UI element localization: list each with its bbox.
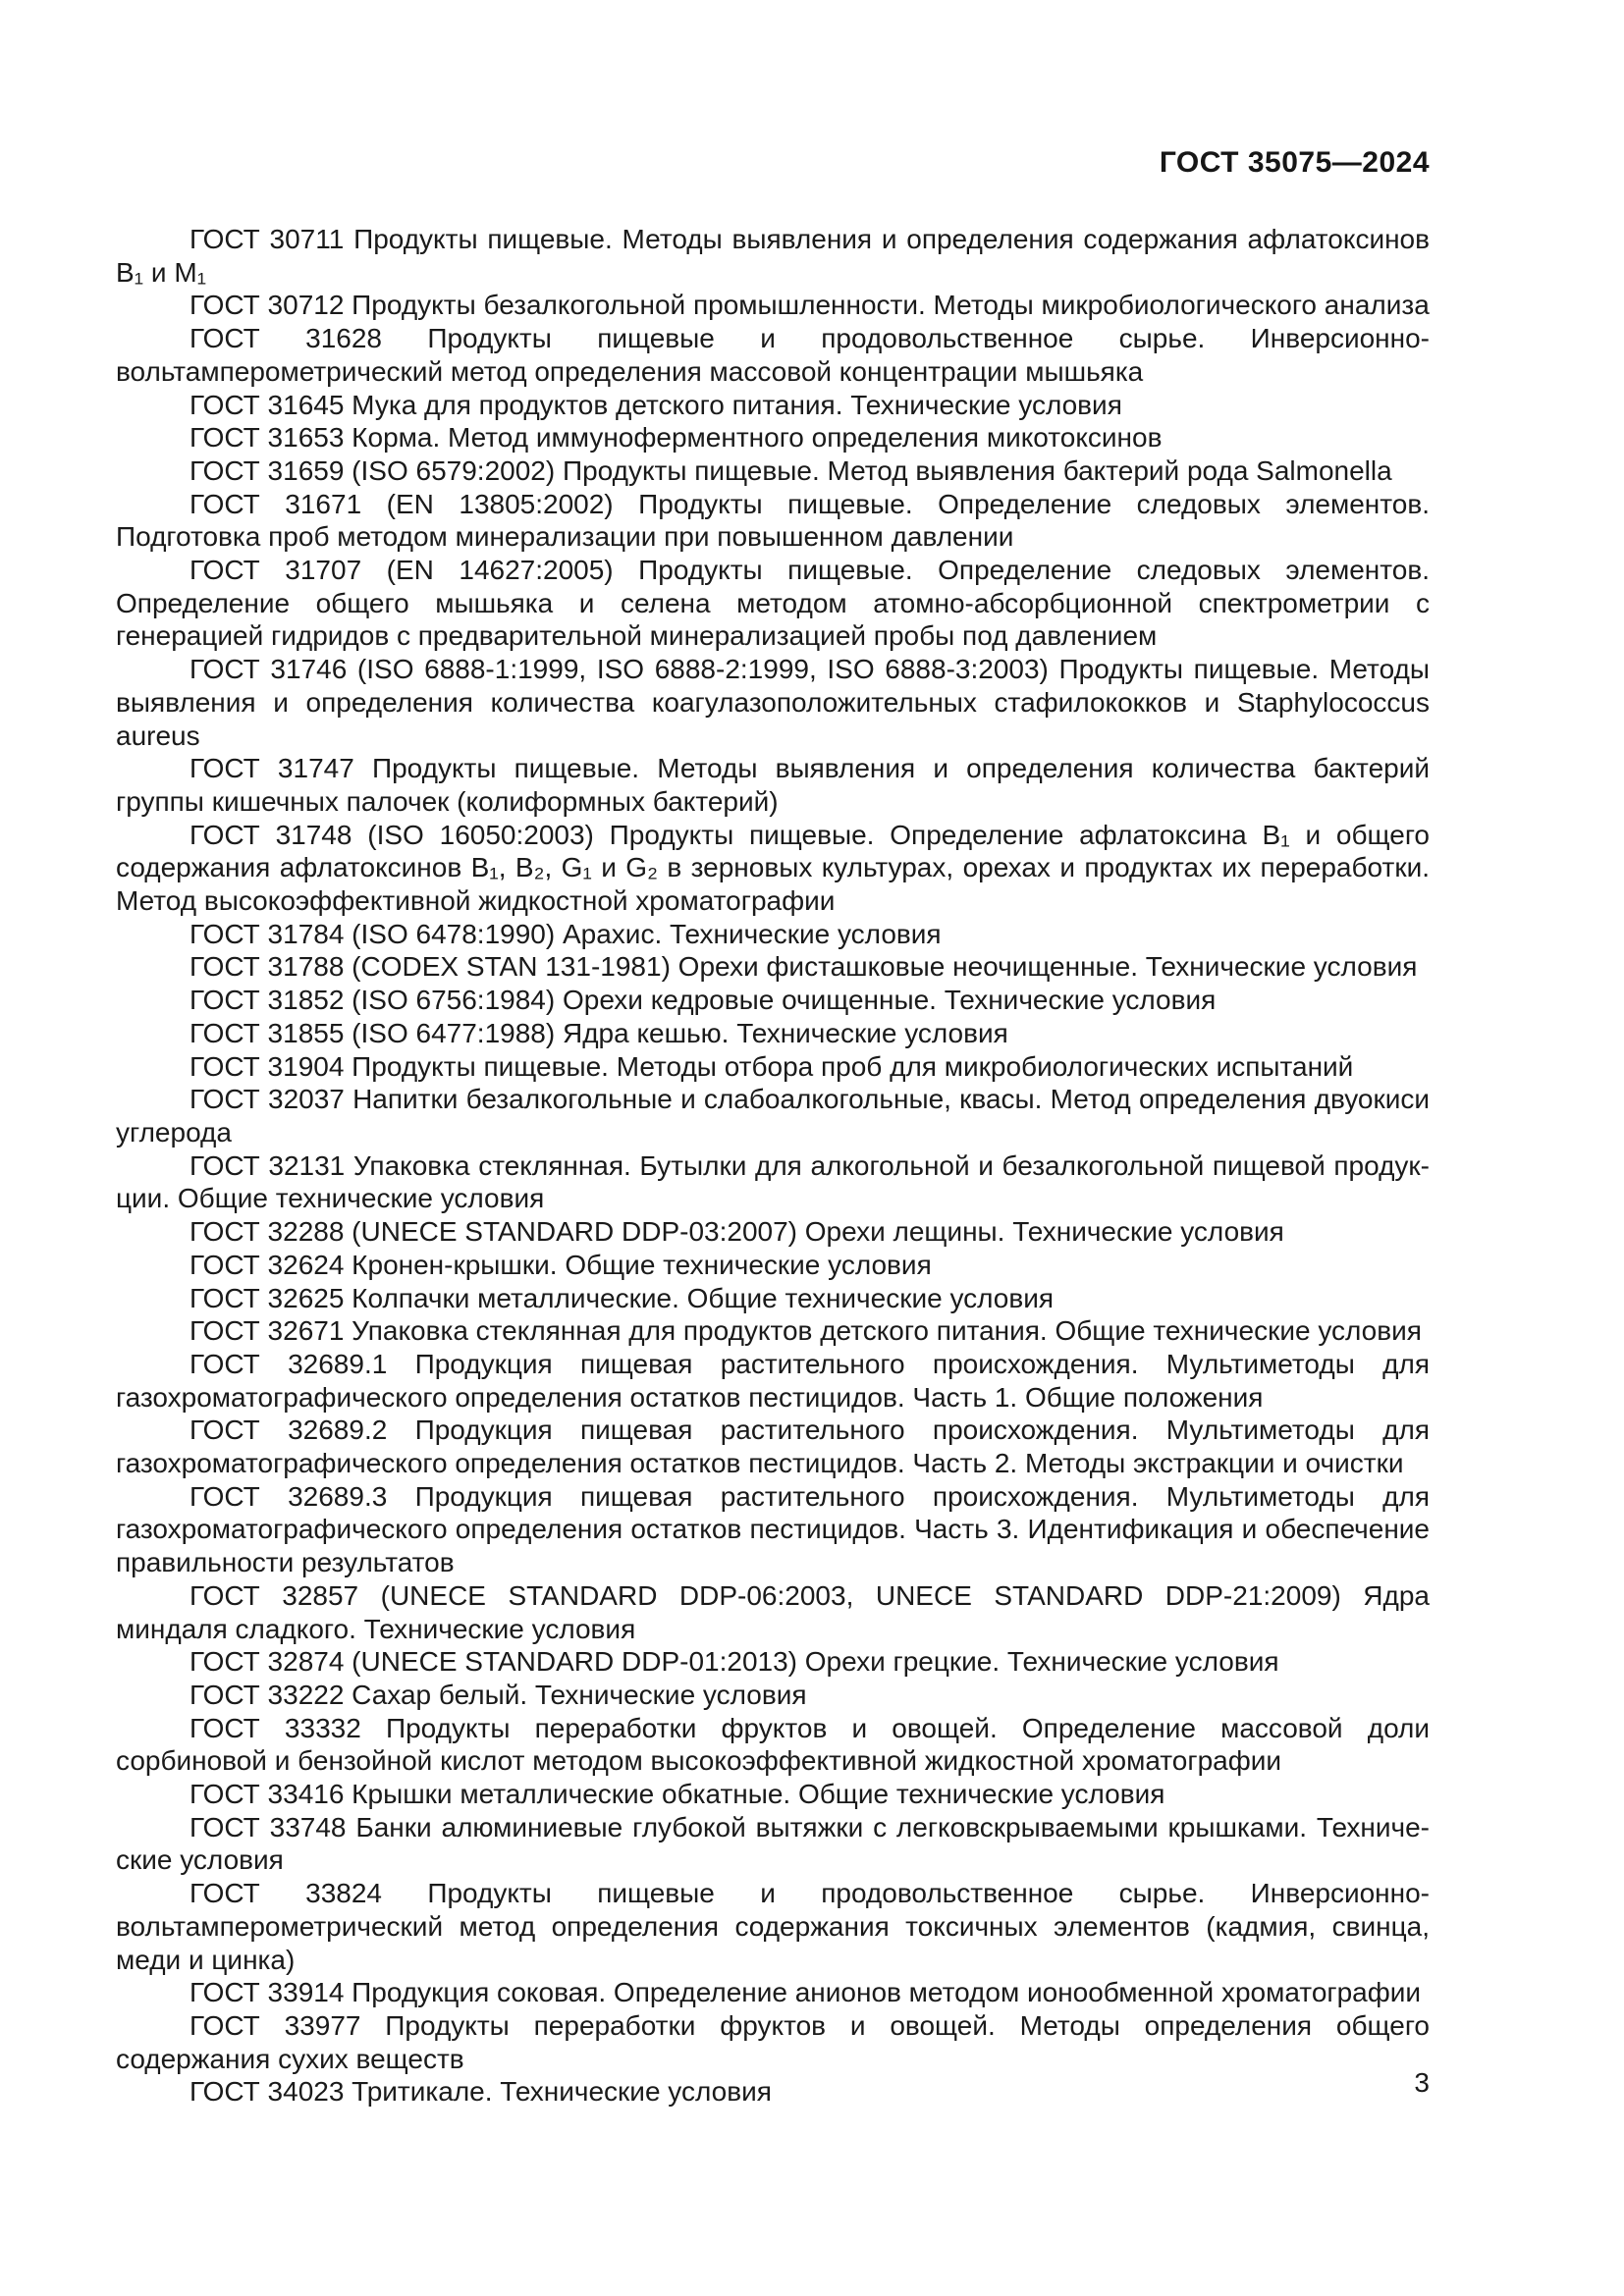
reference-item: ГОСТ 31904 Продукты пищевые. Методы отбора проб для микробиологических испытаний [189, 1050, 1354, 1082]
reference-item: ГОСТ 31852 (ISO 6756:1984) Орехи кедровые очищенные. Технические условия [189, 985, 1217, 1016]
reference-item: ГОСТ 31788 (CODEX STAN 131-1981) Орехи фисташковые неочищенные. Технические условия [189, 951, 1418, 983]
reference-item: ГОСТ 32689.1 Продукция пищевая растительного происхождения. Мультиметоды для газохроматографического определения остатков пестицидов. Часть 1. Общие положения [116, 1348, 1430, 1413]
reference-item: ГОСТ 32037 Напитки безалкогольные и слабоалкогольные, квасы. Метод определения двуокиси углерода [116, 1084, 1430, 1148]
reference-item: ГОСТ 31747 Продукты пищевые. Методы выявления и определения количества бактерий группы кишечных палочек (колиформных бактерий) [116, 753, 1430, 817]
reference-item: ГОСТ 32288 (UNECE STANDARD DDP-03:2007) Орехи лещины. Технические условия [189, 1216, 1284, 1248]
reference-item: ГОСТ 33416 Крышки металлические обкатные. Общие технические условия [189, 1779, 1165, 1810]
reference-item: ГОСТ 33748 Банки алюминиевые глубокой вытяжки с легковскрываемыми крышками. Технические условия [116, 1811, 1430, 1876]
reference-item: ГОСТ 31707 (EN 14627:2005) Продукты пищевые. Определение следовых элементов. Определение общего мышьяка и селена методом атомно-абсорбционной спектрометрии с генерацией гидридов с предварительной минерализацией пробы под давлением [116, 555, 1430, 652]
reference-item: ГОСТ 30711 Продукты пищевые. Методы выявления и определения содержания афлатоксинов В₁ и М₁ [116, 224, 1430, 288]
reference-item: ГОСТ 31748 (ISO 16050:2003) Продукты пищевые. Определение афлатоксина В₁ и общего содержания афлатоксинов В₁, В₂, G₁ и G₂ в зерновых культурах, орехах и продуктах их переработки. Метод высокоэффективной жидкостной хроматографии [116, 819, 1430, 917]
reference-item: ГОСТ 32689.3 Продукция пищевая растительного происхождения. Мультиметоды для газохроматографического определения остатков пестицидов. Часть 3. Идентификация и обеспечение правильности результатов [116, 1480, 1430, 1578]
reference-item: ГОСТ 34023 Тритикале. Технические условия [189, 2076, 772, 2108]
reference-item: ГОСТ 33914 Продукция соковая. Определение анионов методом ионообменной хроматографии [189, 1977, 1422, 2008]
reference-item: ГОСТ 32624 Кронен-крышки. Общие технические условия [189, 1249, 932, 1280]
reference-item: ГОСТ 31784 (ISO 6478:1990) Арахис. Технические условия [189, 918, 942, 949]
reference-item: ГОСТ 30712 Продукты безалкогольной промышленности. Методы микробиологического анализа [189, 290, 1430, 321]
reference-item: ГОСТ 31746 (ISO 6888-1:1999, ISO 6888-2:1999, ISO 6888-3:2003) Продукты пищевые. Методы выявления и определения количества коагулазоположительных стафилококков и Staphylococcus aureus [116, 654, 1430, 751]
reference-item: ГОСТ 31653 Корма. Метод иммуноферментного определения микотоксинов [189, 422, 1163, 454]
reference-item: ГОСТ 33222 Сахар белый. Технические условия [189, 1679, 807, 1710]
reference-item: ГОСТ 32857 (UNECE STANDARD DDP-06:2003, UNECE STANDARD DDP-21:2009) Ядра миндаля сладкого. Технические условия [116, 1579, 1430, 1644]
reference-item: ГОСТ 32874 (UNECE STANDARD DDP-01:2013) Орехи грецкие. Технические условия [189, 1646, 1279, 1678]
page-number: 3 [1414, 2067, 1430, 2098]
reference-item: ГОСТ 31628 Продукты пищевые и продовольственное сырье. Инверсионно-вольтамперометрический метод определения массовой концентрации мышьяка [116, 323, 1430, 387]
reference-item: ГОСТ 31855 (ISO 6477:1988) Ядра кешью. Технические условия [189, 1017, 1008, 1048]
running-header: ГОСТ 35075—2024 [1159, 146, 1430, 179]
reference-item: ГОСТ 32625 Колпачки металлические. Общие технические условия [189, 1282, 1055, 1313]
references-list [116, 223, 1430, 2109]
reference-item: ГОСТ 33977 Продукты переработки фруктов и овощей. Методы определения общего содержания сухих веществ [116, 2009, 1430, 2074]
reference-item: ГОСТ 32671 Упаковка стеклянная для продуктов детского питания. Общие технические условия [189, 1315, 1422, 1347]
reference-item: ГОСТ 33332 Продукты переработки фруктов и овощей. Определение массовой доли сорбиновой и бензойной кислот методом высокоэффективной жидкостной хроматографии [116, 1712, 1430, 1777]
reference-item: ГОСТ 31671 (EN 13805:2002) Продукты пищевые. Определение следовых элементов. Подготовка проб методом минерализации при повышенном давлении [116, 488, 1430, 553]
reference-item: ГОСТ 32689.2 Продукция пищевая растительного происхождения. Мультиметоды для газохроматографического определения остатков пестицидов. Часть 2. Методы экстракции и очистки [116, 1415, 1430, 1479]
reference-item: ГОСТ 33824 Продукты пищевые и продовольственное сырье. Инверсионно-вольтамперометрический метод определения содержания токсичных элементов (кадмия, свинца, меди и цинка) [116, 1878, 1430, 1975]
reference-item: ГОСТ 32131 Упаковка стеклянная. Бутылки для алкогольной и безалкогольной пищевой продукции. Общие технические условия [116, 1149, 1430, 1214]
reference-item: ГОСТ 31645 Мука для продуктов детского питания. Технические условия [189, 389, 1122, 420]
reference-item: ГОСТ 31659 (ISO 6579:2002) Продукты пищевые. Метод выявления бактерий рода Salmonella [189, 454, 1392, 486]
